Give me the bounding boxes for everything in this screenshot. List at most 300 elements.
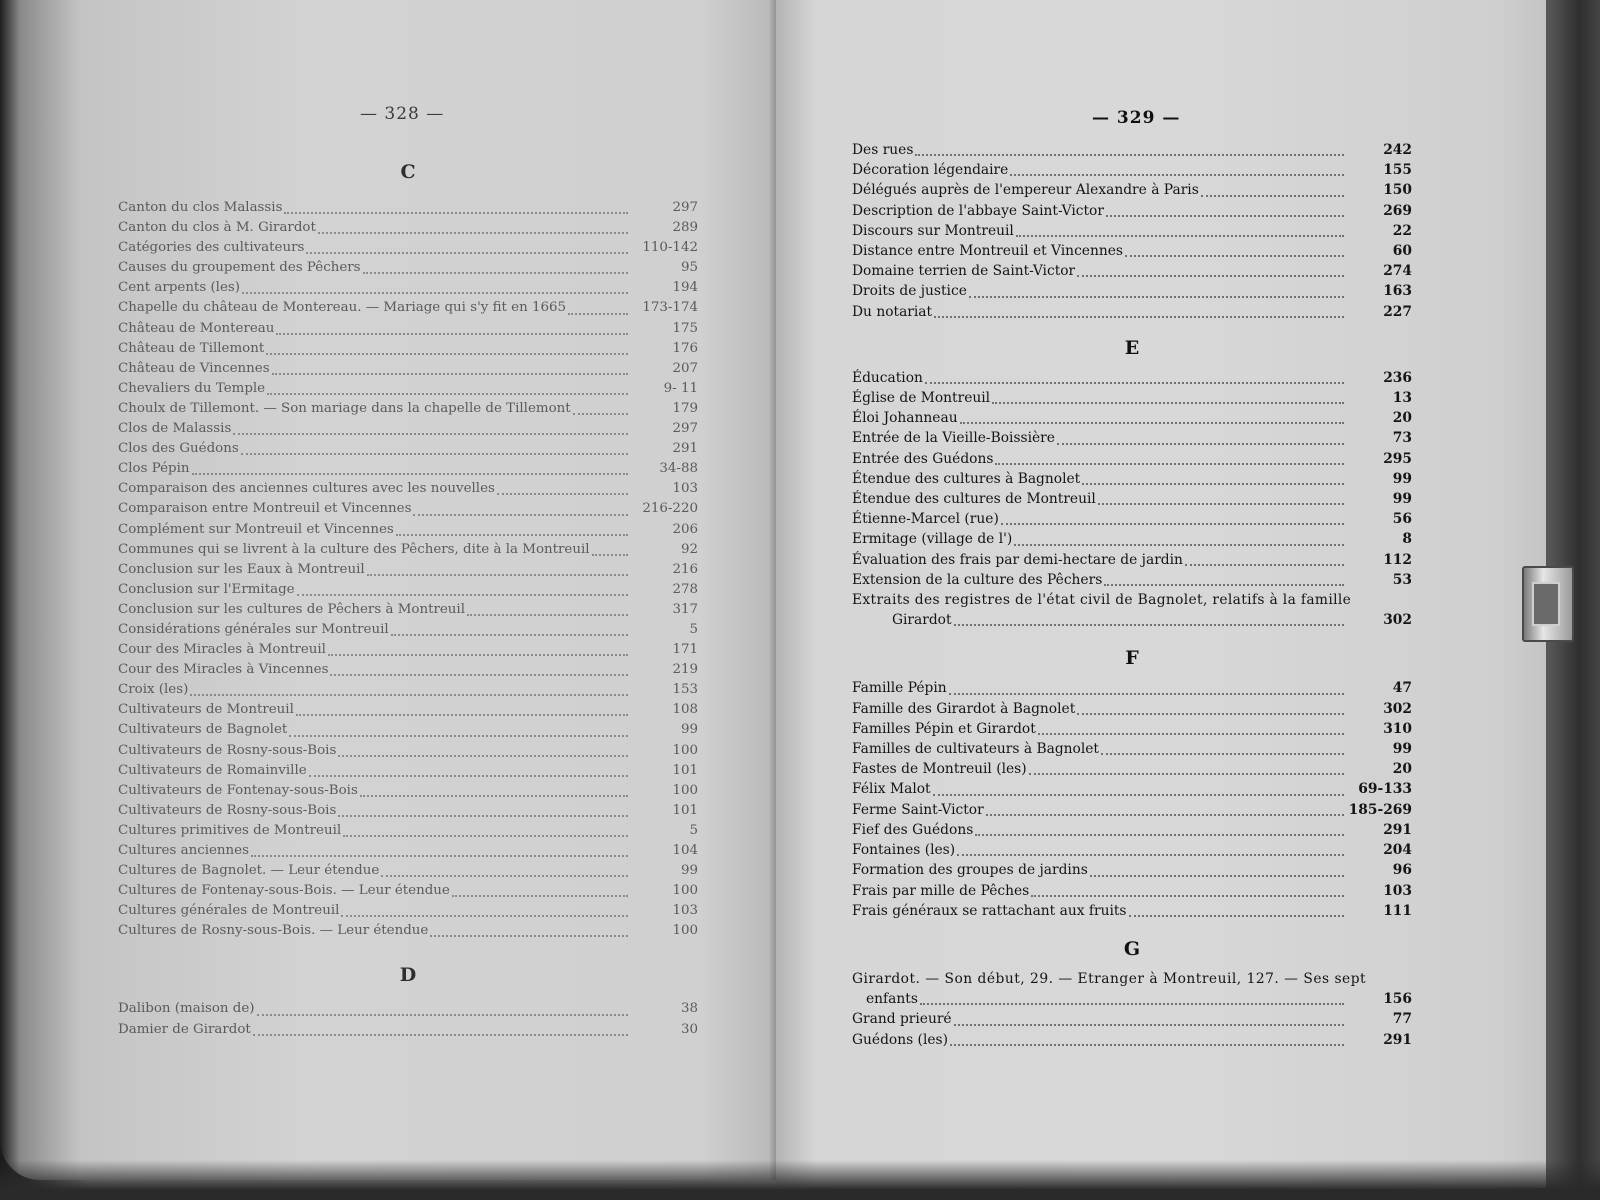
leader-dots [289, 727, 628, 737]
entry-label: Conclusion sur l'Ermitage [118, 581, 295, 597]
index-entry [118, 700, 698, 720]
leader-dots [992, 394, 1344, 404]
leader-dots [1077, 267, 1344, 277]
index-entry [852, 1009, 1412, 1029]
entry-page: 179 [672, 400, 698, 416]
leader-dots [969, 288, 1344, 298]
page-number-328: — 328 — [360, 104, 445, 124]
entry-label: Cultivateurs de Rosny-sous-Bois [118, 802, 337, 818]
index-entry [118, 238, 698, 258]
entry-page: 104 [672, 843, 698, 858]
entry-page: 100 [672, 742, 698, 758]
entry-label: Château de Montereau [118, 320, 275, 336]
leader-dots [330, 666, 628, 676]
entry-label: enfants [866, 991, 918, 1008]
entry-page: 38 [680, 1001, 698, 1017]
leader-dots [242, 284, 628, 294]
entry-page: 274 [1383, 263, 1412, 280]
entry-page: 56 [1392, 511, 1412, 528]
leader-dots [297, 586, 628, 596]
entry-label: Grand prieuré [852, 1011, 952, 1028]
leader-dots [986, 806, 1344, 816]
index-entry [118, 339, 698, 359]
entry-page: 216 [672, 561, 698, 577]
entry-page: 227 [1383, 303, 1412, 320]
leader-dots [413, 506, 628, 516]
index-entry-wrapped-line1 [852, 969, 1412, 989]
leader-dots [253, 1026, 628, 1036]
leader-dots [975, 826, 1344, 836]
entry-page: 194 [672, 280, 698, 296]
entry-page: 175 [672, 320, 698, 336]
leader-dots [328, 646, 628, 656]
leader-dots [1031, 887, 1344, 897]
entry-page: 112 [1383, 551, 1412, 568]
index-entry [118, 560, 698, 580]
entry-page: 47 [1392, 680, 1412, 697]
index-entry [852, 759, 1412, 779]
index-entry [118, 921, 698, 941]
index-entry [118, 660, 698, 680]
leader-dots [343, 827, 628, 837]
entry-page: 22 [1392, 222, 1412, 239]
entry-label: Frais généraux se rattachant aux fruits [852, 902, 1127, 919]
leader-dots [915, 146, 1344, 156]
entry-label: Choulx de Tillemont. — Son mariage dans la chapelle de Tillemont [118, 400, 571, 416]
entry-label: Cultivateurs de Rosny-sous-Bois [118, 742, 337, 758]
leader-dots [954, 616, 1344, 626]
entry-page: 295 [1383, 450, 1412, 467]
entry-label: Ferme Saint-Victor [852, 801, 984, 818]
index-entry [852, 820, 1412, 840]
entry-label: Des rues [852, 142, 914, 158]
entry-label: Familles de cultivateurs à Bagnolet [852, 741, 1099, 758]
leader-dots [1090, 867, 1344, 877]
leader-dots [391, 626, 628, 636]
index-entry [118, 640, 698, 660]
entry-label: Clos des Guédons [118, 441, 239, 457]
leader-dots [568, 305, 628, 315]
right-index-column [852, 140, 1412, 1050]
entry-page: 96 [1392, 862, 1412, 879]
entry-label: Château de Vincennes [118, 360, 270, 376]
entry-page: 30 [680, 1021, 698, 1037]
leader-dots [920, 995, 1344, 1005]
entry-label: Frais par mille de Pêches [852, 882, 1030, 899]
leader-dots [381, 867, 628, 877]
index-entry [118, 359, 698, 379]
leader-dots [1129, 907, 1344, 917]
entry-page: 69-133 [1358, 781, 1412, 798]
entry-label: Dalibon (maison de) [118, 1001, 255, 1017]
section-f [852, 646, 1412, 920]
entry-page: 317 [672, 601, 698, 617]
entry-page: 150 [1383, 182, 1412, 199]
entry-page: 100 [672, 782, 698, 798]
entry-label: Description de l'abbaye Saint-Victor [852, 202, 1104, 219]
entry-page: 153 [672, 682, 698, 698]
section-letter-d: D [399, 964, 417, 987]
entry-page: 103 [672, 903, 698, 919]
index-entry [852, 302, 1412, 322]
index-entry [852, 489, 1412, 509]
leader-dots [1104, 576, 1344, 586]
entry-label: Cultures de Bagnolet. — Leur étendue [118, 863, 380, 879]
leader-dots [241, 445, 628, 455]
entry-page: 108 [672, 702, 698, 718]
leader-dots [190, 686, 628, 696]
entry-page: 103 [672, 481, 698, 497]
section-c [118, 160, 698, 941]
index-entry [852, 678, 1412, 698]
leader-dots [284, 204, 628, 214]
entry-page: 206 [672, 521, 698, 537]
entry-page: 99 [680, 722, 698, 738]
entry-label: Comparaison des anciennes cultures avec les nouvelles [118, 481, 495, 497]
book-clasp [1522, 566, 1574, 642]
leader-dots [306, 244, 628, 254]
entry-label: Communes qui se livrent à la culture des Pêchers, dite à la Montreuil [118, 541, 590, 557]
page-number-329: — 329 — [1092, 108, 1181, 128]
entry-label: Famille des Girardot à Bagnolet [852, 700, 1076, 717]
entry-label: Cultivateurs de Fontenay-sous-Bois [118, 782, 358, 798]
entry-label: Conclusion sur les Eaux à Montreuil [118, 561, 365, 577]
index-entry [118, 781, 698, 801]
leader-dots [573, 405, 628, 415]
leader-dots [1057, 435, 1344, 445]
entry-page: 291 [672, 441, 698, 457]
entry-page: 176 [672, 340, 698, 356]
index-entry-wrapped-line2 [852, 989, 1412, 1009]
index-entry [852, 739, 1412, 759]
leader-dots [1014, 536, 1344, 546]
entry-label: Droits de justice [852, 283, 967, 300]
leader-dots [367, 566, 628, 576]
entry-label: Causes du groupement des Pêchers [118, 260, 361, 276]
entry-page: 100 [672, 883, 698, 899]
entry-label: Du notariat [852, 303, 933, 320]
entry-label: Canton du clos Malassis [118, 200, 283, 215]
entry-label: Étienne-Marcel (rue) [852, 511, 999, 528]
entry-page: 95 [680, 260, 698, 276]
section-g-entries [852, 1009, 1412, 1049]
entry-label: Cultures de Fontenay-sous-Bois. — Leur étendue [118, 883, 450, 899]
index-entry [852, 281, 1412, 301]
entry-label: Entrée des Guédons [852, 450, 994, 467]
section-letter-f: F [1125, 647, 1139, 670]
section-letter-c: C [400, 161, 416, 183]
index-entry [118, 198, 698, 218]
entry-page: 8 [1402, 531, 1412, 548]
leader-dots [933, 786, 1344, 796]
entry-page: 310 [1383, 720, 1412, 737]
leader-dots [251, 847, 628, 857]
left-index-column [118, 156, 698, 1040]
entry-page: 77 [1392, 1011, 1412, 1028]
leader-dots [1101, 745, 1344, 755]
entry-label: Comparaison entre Montreuil et Vincennes [118, 501, 412, 517]
entry-label: Discours sur Montreuil [852, 222, 1014, 239]
index-entry [852, 221, 1412, 241]
index-entry [118, 419, 698, 439]
index-entry [118, 761, 698, 781]
entry-page: 101 [672, 802, 698, 818]
index-entry [852, 881, 1412, 901]
entry-label: Château de Tillemont [118, 340, 265, 356]
index-entry [118, 319, 698, 339]
entry-label: Catégories des cultivateurs [118, 240, 305, 256]
index-entry [118, 861, 698, 881]
entry-page: 219 [672, 662, 698, 678]
entry-label: Extension de la culture des Pêchers [852, 571, 1103, 588]
leader-dots [233, 425, 628, 435]
entry-page: 99 [680, 863, 698, 879]
entry-label: Cultures de Rosny-sous-Bois. — Leur étendue [118, 923, 429, 939]
index-entry [118, 459, 698, 479]
leader-dots [1016, 227, 1344, 237]
entry-label: Église de Montreuil [852, 390, 991, 407]
entry-page: 289 [672, 220, 698, 236]
leader-dots [1098, 495, 1344, 505]
leader-dots [1038, 725, 1344, 735]
entry-label: Canton du clos à M. Girardot [118, 220, 316, 236]
index-entry [118, 218, 698, 238]
entry-label: Ermitage (village de l') [852, 531, 1013, 548]
entry-page: 291 [1383, 1031, 1412, 1048]
leader-dots [1125, 247, 1344, 257]
index-entry [118, 439, 698, 459]
index-entry [118, 580, 698, 600]
entry-page: 173-174 [642, 300, 698, 316]
entry-page: 73 [1392, 430, 1412, 447]
leader-dots [954, 1016, 1344, 1026]
index-entry [852, 570, 1412, 590]
bottom-shadow [0, 1160, 1600, 1200]
leader-dots [338, 807, 628, 817]
entry-label: Damier de Girardot [118, 1021, 251, 1037]
entry-label: Cultivateurs de Montreuil [118, 702, 294, 718]
entry-page: 99 [1392, 491, 1412, 508]
leader-dots [950, 1036, 1344, 1046]
entry-label: Délégués auprès de l'empereur Alexandre à Paris [852, 182, 1199, 199]
section-d-continued [852, 140, 1412, 322]
index-entry [118, 841, 698, 861]
index-entry [118, 600, 698, 620]
index-entry [852, 140, 1412, 160]
index-entry [118, 278, 698, 298]
entry-label: Cour des Miracles à Montreuil [118, 642, 326, 658]
entry-page: 101 [672, 762, 698, 778]
index-entry [118, 1020, 698, 1040]
index-entry [852, 388, 1412, 408]
entry-page: 111 [1383, 902, 1412, 919]
section-letter-e: E [1124, 336, 1140, 359]
leader-dots [452, 887, 628, 897]
entry-label: Conclusion sur les cultures de Pêchers à Montreuil [118, 601, 465, 617]
entry-label: Clos de Malassis [118, 421, 232, 437]
entry-page: 204 [1383, 842, 1412, 859]
index-entry [852, 261, 1412, 281]
entry-page: 34-88 [659, 461, 698, 477]
entry-label: Chevaliers du Temple [118, 380, 266, 396]
entry-label: Félix Malot [852, 781, 931, 798]
leader-dots [949, 685, 1344, 695]
index-entry [118, 741, 698, 761]
leader-dots [430, 927, 628, 937]
index-entry [118, 881, 698, 901]
entry-label: Considérations générales sur Montreuil [118, 621, 389, 637]
entry-page: 163 [1383, 283, 1412, 300]
index-entry [118, 499, 698, 519]
leader-dots [360, 787, 628, 797]
entry-label: Complément sur Montreuil et Vincennes [118, 521, 394, 537]
section-e-entries [852, 368, 1412, 590]
entry-page: 99 [1392, 470, 1412, 487]
entry-label: Extraits des registres de l'état civil de Bagnolet, relatifs à la famille [852, 592, 1352, 609]
entry-page: 13 [1392, 390, 1412, 407]
leader-dots [318, 224, 628, 234]
index-entry [118, 399, 698, 419]
leader-dots [497, 485, 628, 495]
entry-page: 171 [672, 642, 698, 658]
index-entry [852, 160, 1412, 180]
leader-dots [934, 308, 1344, 318]
entry-page: 269 [1383, 202, 1412, 219]
index-entry [852, 241, 1412, 261]
entry-page: 207 [672, 360, 698, 376]
entry-page: 155 [1383, 162, 1412, 179]
leader-dots [1185, 556, 1344, 566]
index-entry [118, 379, 698, 399]
leader-dots [276, 325, 628, 335]
leader-dots [296, 706, 628, 716]
entry-label: Formation des groupes de jardins [852, 862, 1088, 879]
leader-dots [925, 374, 1344, 384]
entry-label: Étendue des cultures à Bagnolet [852, 470, 1081, 487]
entry-label: Familles Pépin et Girardot [852, 720, 1036, 737]
entry-page: 99 [1392, 741, 1412, 758]
entry-page: 103 [1383, 882, 1412, 899]
entry-label: Cent arpents (les) [118, 280, 240, 296]
entry-label: Fief des Guédons [852, 821, 974, 838]
index-entry [852, 428, 1412, 448]
entry-page: 291 [1383, 821, 1412, 838]
leader-dots [266, 345, 628, 355]
entry-label: Famille Pépin [852, 680, 947, 697]
entry-label: Girardot. — Son début, 29. — Etranger à Montreuil, 127. — Ses sept [852, 970, 1367, 987]
index-entry [852, 368, 1412, 388]
entry-label: Éducation [852, 369, 923, 386]
entry-page: 5 [689, 621, 698, 637]
entry-label: Fontaines (les) [852, 842, 956, 859]
entry-page: 297 [672, 421, 698, 437]
index-entry [118, 258, 698, 278]
section-e [852, 336, 1412, 631]
entry-label: Croix (les) [118, 682, 189, 698]
entry-label: Évaluation des frais par demi-hectare de jardin [852, 551, 1183, 568]
leader-dots [1029, 765, 1344, 775]
entry-page: 20 [1392, 761, 1412, 778]
index-entry [852, 699, 1412, 719]
index-entry [852, 550, 1412, 570]
leader-dots [341, 907, 628, 917]
leader-dots [1001, 515, 1344, 525]
leader-dots [1106, 207, 1344, 217]
entry-label: Fastes de Montreuil (les) [852, 761, 1027, 778]
entry-label: Décoration légendaire [852, 162, 1009, 179]
index-entry [852, 800, 1412, 820]
index-entry [852, 840, 1412, 860]
entry-label: Cour des Miracles à Vincennes [118, 662, 329, 678]
entry-page: 110-142 [642, 240, 698, 256]
index-entry [118, 720, 698, 740]
section-letter-g: G [1123, 937, 1141, 960]
entry-label: Cultures générales de Montreuil [118, 903, 340, 919]
leader-dots [1077, 705, 1344, 715]
index-entry-wrapped-line2 [852, 610, 1412, 630]
index-entry [852, 901, 1412, 921]
entry-label: Chapelle du château de Montereau. — Mariage qui s'y fit en 1665 [118, 300, 567, 316]
index-entry [852, 469, 1412, 489]
leader-dots [396, 526, 628, 536]
entry-page: 302 [1383, 612, 1412, 629]
leader-dots [995, 455, 1344, 465]
entry-label: Cultures anciennes [118, 843, 249, 858]
section-c-entries [118, 198, 698, 941]
index-entry [852, 180, 1412, 200]
entry-label: Étendue des cultures de Montreuil [852, 491, 1096, 508]
leader-dots [272, 365, 628, 375]
leader-dots [338, 747, 628, 757]
leader-dots [267, 385, 628, 395]
left-page [0, 0, 776, 1180]
index-entry [852, 719, 1412, 739]
entry-label: Cultivateurs de Bagnolet [118, 722, 288, 738]
leader-dots [363, 264, 628, 274]
entry-label: Cultivateurs de Romainville [118, 762, 307, 778]
entry-page: 278 [672, 581, 698, 597]
index-entry [118, 801, 698, 821]
index-entry [852, 449, 1412, 469]
section-g [852, 937, 1412, 1050]
entry-page: 5 [689, 822, 698, 838]
right-page [776, 0, 1546, 1188]
section-d-entries [118, 999, 698, 1039]
index-entry [118, 821, 698, 841]
entry-page: 236 [1383, 369, 1412, 386]
entry-label: Guédons (les) [852, 1031, 948, 1048]
entry-page: 156 [1383, 991, 1412, 1008]
leader-dots [192, 465, 628, 475]
index-entry [852, 779, 1412, 799]
entry-page: 302 [1383, 700, 1412, 717]
index-entry [118, 479, 698, 499]
entry-page: 100 [672, 923, 698, 939]
entry-label: Distance entre Montreuil et Vincennes [852, 243, 1123, 260]
leader-dots [467, 606, 628, 616]
section-d-continued-entries [852, 140, 1412, 322]
entry-label: Cultures primitives de Montreuil [118, 822, 342, 838]
section-f-entries [852, 678, 1412, 920]
index-entry-wrapped-line1 [852, 590, 1412, 610]
index-entry [852, 408, 1412, 428]
leader-dots [1010, 166, 1344, 176]
entry-page: 53 [1392, 571, 1412, 588]
entry-label: Domaine terrien de Saint-Victor [852, 263, 1076, 280]
section-d [118, 963, 698, 1039]
leader-dots [960, 414, 1344, 424]
entry-label: Éloi Johanneau [852, 410, 958, 427]
